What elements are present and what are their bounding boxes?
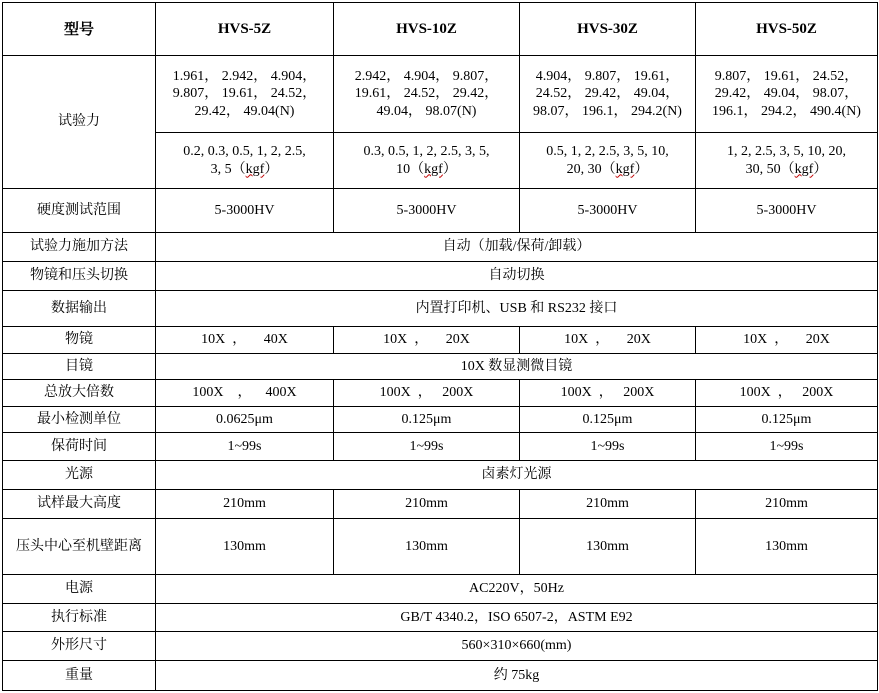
value-cell: 5-3000HV [520,189,696,233]
spec-row-standard [3,604,878,632]
value-cell: 130mm [520,519,696,575]
row-label: 试验力施加方法 [3,233,156,262]
kgf-close: ） [813,161,828,177]
merged-value: 内置打印机、USB 和 RS232 接口 [156,291,878,327]
value-cell: 210mm [696,490,878,519]
value-cell: 0.125μm [696,407,878,433]
spec-row-magnification [3,380,878,407]
header-label: 型号 [3,3,156,56]
row-label: 执行标准 [3,604,156,632]
test-force-kgf-cell [334,133,520,189]
merged-value: 10X 数显测微目镜 [156,354,878,380]
row-label: 硬度测试范围 [3,189,156,233]
row-label: 最小检测单位 [3,407,156,433]
kgf-unit: kgf [245,161,265,177]
row-label: 电源 [3,575,156,604]
spec-row-turret-switch [3,262,878,291]
kgf-unit: kgf [794,161,814,177]
value-cell: 1~99s [520,433,696,461]
merged-value: AC220V，50Hz [156,575,878,604]
value-cell: 210mm [334,490,520,519]
model-hvs-50z: HVS-50Z [696,3,878,56]
value-cell: 0.125μm [520,407,696,433]
kgf-close: ） [264,161,279,177]
kgf-values: 0.2, 0.3, 0.5, 1, 2, 2.5, 3, 5（ [183,144,306,177]
test-force-newton-row [3,56,878,133]
spec-row-dimensions [3,632,878,661]
row-label: 压头中心至机壁距离 [3,519,156,575]
kgf-values: 0.3, 0.5, 1, 2, 2.5, 3, 5, 10（ [363,144,490,177]
spec-row-weight [3,661,878,691]
test-force-label: 试验力 [3,56,156,189]
value-cell: 0.125μm [334,407,520,433]
row-label: 总放大倍数 [3,380,156,407]
model-hvs-5z: HVS-5Z [156,3,334,56]
test-force-newton-cell: 4.904， 9.807， 19.61， 24.52， 29.42， 49.04， 98.07， 196.1， 294.2(N) [520,56,696,133]
kgf-unit: kgf [615,161,635,177]
test-force-newton-cell: 9.807， 19.61， 24.52， 29.42， 49.04， 98.07， 196.1， 294.2， 490.4(N) [696,56,878,133]
spec-table [2,2,878,691]
value-cell: 5-3000HV [156,189,334,233]
test-force-kgf-cell [696,133,878,189]
row-label: 外形尺寸 [3,632,156,661]
value-cell: 130mm [156,519,334,575]
row-label: 数据输出 [3,291,156,327]
spec-row-light-source [3,461,878,490]
merged-value: 自动切换 [156,262,878,291]
value-cell: 210mm [156,490,334,519]
value-cell: 10X ， 40X [156,327,334,354]
test-force-newton-cell: 1.961， 2.942， 4.904， 9.807， 19.61， 24.52， 29.42， 49.04(N) [156,56,334,133]
merged-value: 自动（加载/保荷/卸载） [156,233,878,262]
spec-row-hardness-range [3,189,878,233]
value-cell: 5-3000HV [696,189,878,233]
merged-value: GB/T 4340.2，ISO 6507-2，ASTM E92 [156,604,878,632]
kgf-values: 0.5, 1, 2, 2.5, 3, 5, 10, 20, 30（ [546,144,669,177]
merged-value: 约 75kg [156,661,878,691]
value-cell: 100X ， 400X [156,380,334,407]
spec-row-throat-depth [3,519,878,575]
value-cell: 5-3000HV [334,189,520,233]
row-label: 试样最大高度 [3,490,156,519]
spec-row-max-height [3,490,878,519]
value-cell: 1~99s [156,433,334,461]
model-hvs-30z: HVS-30Z [520,3,696,56]
value-cell: 1~99s [334,433,520,461]
value-cell: 10X ， 20X [520,327,696,354]
value-cell: 100X ， 200X [334,380,520,407]
test-force-kgf-cell [156,133,334,189]
row-label: 物镜 [3,327,156,354]
test-force-newton-cell: 2.942， 4.904， 9.807， 19.61， 24.52， 29.42， 49.04， 98.07(N) [334,56,520,133]
model-hvs-10z: HVS-10Z [334,3,520,56]
row-label: 物镜和压头切换 [3,262,156,291]
row-label: 重量 [3,661,156,691]
spec-row-objective [3,327,878,354]
row-label: 光源 [3,461,156,490]
spec-row-eyepiece [3,354,878,380]
spec-row-power [3,575,878,604]
value-cell: 10X ， 20X [696,327,878,354]
value-cell: 10X ， 20X [334,327,520,354]
test-force-kgf-cell [520,133,696,189]
merged-value: 560×310×660(mm) [156,632,878,661]
value-cell: 130mm [696,519,878,575]
header-row [3,3,878,56]
kgf-close: ） [634,161,649,177]
merged-value: 卤素灯光源 [156,461,878,490]
kgf-close: ） [442,161,457,177]
value-cell: 130mm [334,519,520,575]
value-cell: 100X ， 200X [696,380,878,407]
kgf-values: 1, 2, 2.5, 3, 5, 10, 20, 30, 50（ [727,144,846,177]
value-cell: 0.0625μm [156,407,334,433]
spec-row-force-method [3,233,878,262]
row-label: 保荷时间 [3,433,156,461]
value-cell: 1~99s [696,433,878,461]
spec-row-min-unit [3,407,878,433]
value-cell: 210mm [520,490,696,519]
spec-row-dwell-time [3,433,878,461]
spec-row-data-output [3,291,878,327]
kgf-unit: kgf [424,161,443,177]
value-cell: 100X ， 200X [520,380,696,407]
row-label: 目镜 [3,354,156,380]
